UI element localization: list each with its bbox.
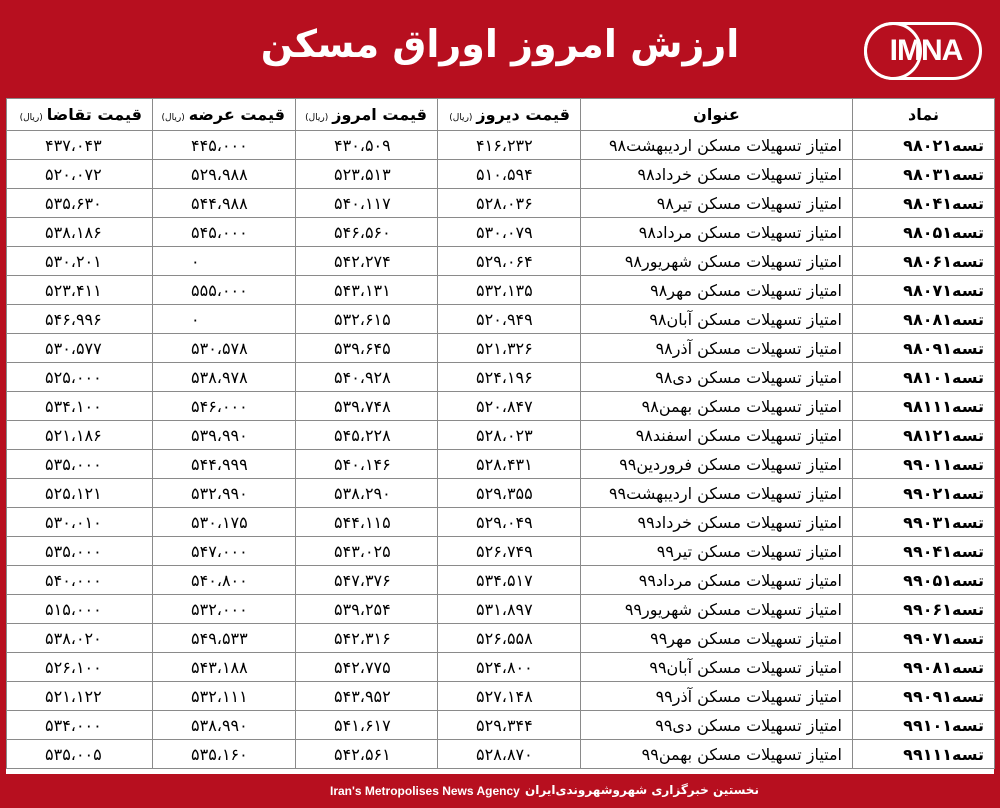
row-demand-price: ۵۳۸،۰۲۰ [7,624,153,653]
row-code: تسه۹۸۰۳۱ [853,160,995,189]
table-header-row [7,99,995,131]
bonds-table [6,98,995,769]
row-demand-price: ۴۳۷،۰۴۳ [7,131,153,160]
column-label: قیمت عرضه [188,105,285,124]
row-code: تسه۹۹۱۱۱ [853,740,995,769]
row-today-price: ۵۴۲،۲۷۴ [296,247,438,276]
row-title: امتیاز تسهیلات مسکن تیر۹۸ [581,189,853,218]
row-today-price: ۵۴۲،۵۶۱ [296,740,438,769]
row-yesterday-price: ۵۳۴،۵۱۷ [438,566,581,595]
column-header-demand [7,99,153,131]
page-title: ارزش امروز اوراق مسکن [260,22,740,66]
table-body [7,131,995,769]
row-offer-price: ۵۳۰،۱۷۵ [153,508,296,537]
row-code: تسه۹۹۰۹۱ [853,682,995,711]
row-yesterday-price: ۵۲۴،۸۰۰ [438,653,581,682]
footer-english: Iran's Metropolises News Agency [330,784,520,798]
row-today-price: ۵۴۷،۳۷۶ [296,566,438,595]
row-yesterday-price: ۵۲۰،۸۴۷ [438,392,581,421]
row-code: تسه۹۹۰۴۱ [853,537,995,566]
row-code: تسه۹۸۱۲۱ [853,421,995,450]
row-title: امتیاز تسهیلات مسکن دی۹۸ [581,363,853,392]
row-demand-price: ۵۳۰،۵۷۷ [7,334,153,363]
row-code: تسه۹۸۰۸۱ [853,305,995,334]
row-offer-price: ۵۴۰،۸۰۰ [153,566,296,595]
row-title: امتیاز تسهیلات مسکن مهر۹۸ [581,276,853,305]
row-demand-price: ۵۲۳،۴۱۱ [7,276,153,305]
row-title: امتیاز تسهیلات مسکن آذر۹۹ [581,682,853,711]
column-label: قیمت دیروز [476,105,570,124]
row-today-price: ۵۴۳،۹۵۲ [296,682,438,711]
row-yesterday-price: ۴۱۶،۲۳۲ [438,131,581,160]
row-code: تسه۹۹۰۶۱ [853,595,995,624]
column-header-offer [153,99,296,131]
row-yesterday-price: ۵۳۰،۰۷۹ [438,218,581,247]
row-today-price: ۵۴۱،۶۱۷ [296,711,438,740]
row-demand-price: ۵۳۵،۰۰۰ [7,537,153,566]
row-demand-price: ۵۲۱،۱۸۶ [7,421,153,450]
table-row [7,624,995,653]
row-yesterday-price: ۵۲۶،۷۴۹ [438,537,581,566]
row-title: امتیاز تسهیلات مسکن مهر۹۹ [581,624,853,653]
row-title: امتیاز تسهیلات مسکن بهمن۹۸ [581,392,853,421]
row-today-price: ۵۴۳،۱۳۱ [296,276,438,305]
row-code: تسه۹۹۰۵۱ [853,566,995,595]
row-offer-price: ۵۴۳،۱۸۸ [153,653,296,682]
table-row [7,305,995,334]
row-code: تسه۹۹۰۷۱ [853,624,995,653]
row-demand-price: ۵۳۸،۱۸۶ [7,218,153,247]
row-title: امتیاز تسهیلات مسکن آبان۹۸ [581,305,853,334]
row-offer-price: ۵۳۵،۱۶۰ [153,740,296,769]
row-demand-price: ۵۳۵،۶۳۰ [7,189,153,218]
column-header-today [296,99,438,131]
row-yesterday-price: ۵۲۹،۳۴۴ [438,711,581,740]
table-row [7,392,995,421]
table-row [7,421,995,450]
row-demand-price: ۵۴۰،۰۰۰ [7,566,153,595]
row-demand-price: ۵۳۴،۰۰۰ [7,711,153,740]
row-today-price: ۵۳۸،۲۹۰ [296,479,438,508]
row-code: تسه۹۹۱۰۱ [853,711,995,740]
row-yesterday-price: ۵۲۶،۵۵۸ [438,624,581,653]
row-demand-price: ۵۳۰،۰۱۰ [7,508,153,537]
column-header-yesterday [438,99,581,131]
row-title: امتیاز تسهیلات مسکن دی۹۹ [581,711,853,740]
row-today-price: ۵۲۳،۵۱۳ [296,160,438,189]
row-title: امتیاز تسهیلات مسکن خرداد۹۸ [581,160,853,189]
row-demand-price: ۵۱۵،۰۰۰ [7,595,153,624]
table-row [7,160,995,189]
row-offer-price: ۵۳۸،۹۷۸ [153,363,296,392]
row-title: امتیاز تسهیلات مسکن بهمن۹۹ [581,740,853,769]
row-offer-price: ۵۳۲،۱۱۱ [153,682,296,711]
row-code: تسه۹۹۰۸۱ [853,653,995,682]
row-today-price: ۵۴۰،۱۴۶ [296,450,438,479]
row-title: امتیاز تسهیلات مسکن تیر۹۹ [581,537,853,566]
row-today-price: ۵۳۹،۷۴۸ [296,392,438,421]
table-row [7,566,995,595]
unit-label: (ریال) [19,113,43,123]
row-title: امتیاز تسهیلات مسکن آبان۹۹ [581,653,853,682]
row-today-price: ۵۴۲،۳۱۶ [296,624,438,653]
footer [0,774,1000,808]
row-title: امتیاز تسهیلات مسکن مرداد۹۸ [581,218,853,247]
row-yesterday-price: ۵۲۴،۱۹۶ [438,363,581,392]
row-offer-price: ۵۳۲،۰۰۰ [153,595,296,624]
row-offer-price: ۵۳۰،۵۷۸ [153,334,296,363]
row-title: امتیاز تسهیلات مسکن اردیبهشت۹۸ [581,131,853,160]
table-row [7,653,995,682]
row-offer-price: ۵۴۴،۹۸۸ [153,189,296,218]
row-code: تسه۹۹۰۳۱ [853,508,995,537]
table-row [7,218,995,247]
row-yesterday-price: ۵۲۸،۴۳۱ [438,450,581,479]
row-yesterday-price: ۵۲۹،۰۴۹ [438,508,581,537]
table-row [7,276,995,305]
logo-text: IMNA [889,34,963,67]
column-header-code: نماد [853,99,995,131]
row-yesterday-price: ۵۳۲،۱۳۵ [438,276,581,305]
row-code: تسه۹۸۰۷۱ [853,276,995,305]
table-row [7,595,995,624]
row-demand-price: ۵۳۴،۱۰۰ [7,392,153,421]
row-code: تسه۹۹۰۱۱ [853,450,995,479]
row-today-price: ۵۴۶،۵۶۰ [296,218,438,247]
row-today-price: ۵۴۳،۰۲۵ [296,537,438,566]
column-label: قیمت تقاضا [46,105,142,124]
row-code: تسه۹۹۰۲۱ [853,479,995,508]
row-yesterday-price: ۵۲۸،۸۷۰ [438,740,581,769]
row-today-price: ۵۴۵،۲۲۸ [296,421,438,450]
row-yesterday-price: ۵۳۱،۸۹۷ [438,595,581,624]
row-offer-price: ۰ [153,305,296,334]
row-demand-price: ۵۴۶،۹۹۶ [7,305,153,334]
row-title: امتیاز تسهیلات مسکن اردیبهشت۹۹ [581,479,853,508]
row-offer-price: ۵۳۲،۹۹۰ [153,479,296,508]
row-yesterday-price: ۵۲۸،۰۲۳ [438,421,581,450]
table-row [7,334,995,363]
table-row [7,740,995,769]
row-demand-price: ۵۳۵،۰۰۰ [7,450,153,479]
row-title: امتیاز تسهیلات مسکن مرداد۹۹ [581,566,853,595]
column-header-title: عنوان [581,99,853,131]
row-yesterday-price: ۵۱۰،۵۹۴ [438,160,581,189]
row-yesterday-price: ۵۲۱،۳۲۶ [438,334,581,363]
row-offer-price: ۵۴۵،۰۰۰ [153,218,296,247]
header-banner [0,0,1000,98]
row-title: امتیاز تسهیلات مسکن فروردین۹۹ [581,450,853,479]
row-today-price: ۵۴۲،۷۷۵ [296,653,438,682]
row-offer-price: ۵۵۵،۰۰۰ [153,276,296,305]
table-row [7,508,995,537]
row-yesterday-price: ۵۲۰،۹۴۹ [438,305,581,334]
row-today-price: ۵۴۴،۱۱۵ [296,508,438,537]
row-code: تسه۹۸۰۴۱ [853,189,995,218]
row-code: تسه۹۸۰۹۱ [853,334,995,363]
row-today-price: ۵۳۹،۲۵۴ [296,595,438,624]
row-today-price: ۵۴۰،۹۲۸ [296,363,438,392]
column-label: قیمت امروز [332,105,427,124]
row-yesterday-price: ۵۲۸،۰۳۶ [438,189,581,218]
row-offer-price: ۵۳۹،۹۹۰ [153,421,296,450]
row-offer-price: ۵۳۸،۹۹۰ [153,711,296,740]
row-title: امتیاز تسهیلات مسکن اسفند۹۸ [581,421,853,450]
imna-logo [864,22,982,80]
row-code: تسه۹۸۱۰۱ [853,363,995,392]
row-offer-price: ۵۴۴،۹۹۹ [153,450,296,479]
table-row [7,363,995,392]
row-title: امتیاز تسهیلات مسکن شهریور۹۹ [581,595,853,624]
row-offer-price: ۵۴۷،۰۰۰ [153,537,296,566]
table-row [7,711,995,740]
row-yesterday-price: ۵۲۹،۳۵۵ [438,479,581,508]
row-today-price: ۵۳۲،۶۱۵ [296,305,438,334]
row-offer-price: ۵۲۹،۹۸۸ [153,160,296,189]
unit-label: (ریال) [305,113,329,123]
row-offer-price: ۵۴۹،۵۳۳ [153,624,296,653]
row-code: تسه۹۸۰۶۱ [853,247,995,276]
row-today-price: ۴۳۰،۵۰۹ [296,131,438,160]
row-title: امتیاز تسهیلات مسکن آذر۹۸ [581,334,853,363]
row-title: امتیاز تسهیلات مسکن خرداد۹۹ [581,508,853,537]
row-offer-price: ۰ [153,247,296,276]
row-demand-price: ۵۲۶،۱۰۰ [7,653,153,682]
row-title: امتیاز تسهیلات مسکن شهریور۹۸ [581,247,853,276]
table-row [7,131,995,160]
bonds-table-container [6,98,994,774]
row-today-price: ۵۳۹،۶۴۵ [296,334,438,363]
unit-label: (ریال) [449,113,473,123]
row-offer-price: ۴۴۵،۰۰۰ [153,131,296,160]
row-code: تسه۹۸۰۲۱ [853,131,995,160]
row-code: تسه۹۸۱۱۱ [853,392,995,421]
row-demand-price: ۵۲۵،۱۲۱ [7,479,153,508]
row-yesterday-price: ۵۲۹،۰۶۴ [438,247,581,276]
table-row [7,189,995,218]
table-row [7,450,995,479]
table-row [7,479,995,508]
row-demand-price: ۵۳۵،۰۰۵ [7,740,153,769]
table-row [7,682,995,711]
row-yesterday-price: ۵۲۷،۱۴۸ [438,682,581,711]
row-demand-price: ۵۳۰،۲۰۱ [7,247,153,276]
unit-label: (ریال) [161,113,185,123]
table-row [7,247,995,276]
row-demand-price: ۵۲۰،۰۷۲ [7,160,153,189]
table-row [7,537,995,566]
row-demand-price: ۵۲۵،۰۰۰ [7,363,153,392]
row-demand-price: ۵۲۱،۱۲۲ [7,682,153,711]
row-today-price: ۵۴۰،۱۱۷ [296,189,438,218]
row-code: تسه۹۸۰۵۱ [853,218,995,247]
row-offer-price: ۵۴۶،۰۰۰ [153,392,296,421]
footer-persian: نخستین خبرگزاری شهروشهروندی‌ایران [525,783,759,797]
